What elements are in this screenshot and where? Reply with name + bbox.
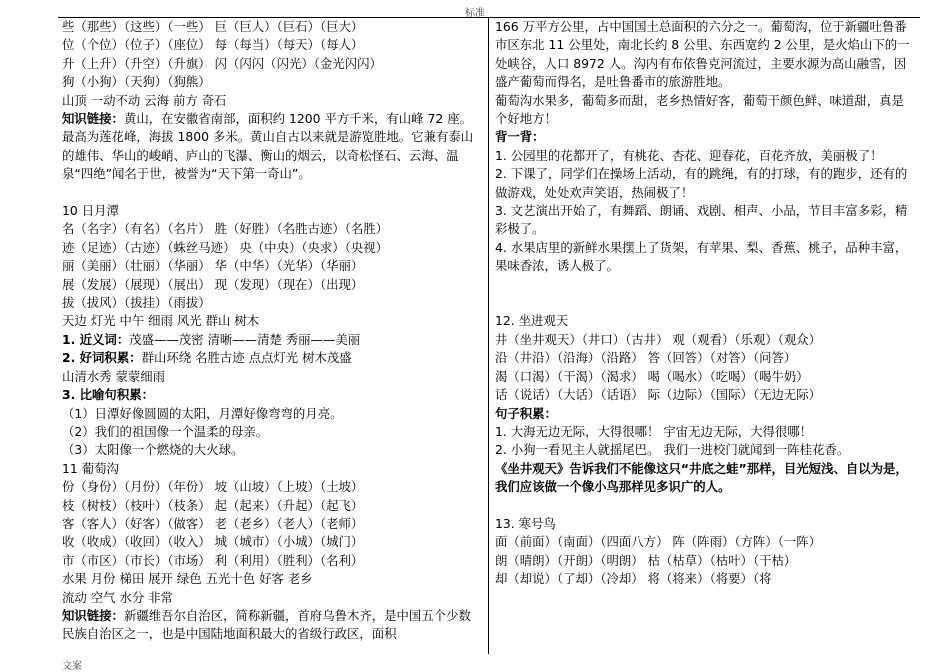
line-text: 份（身份）（月份）（年份） 坡（山坡）（上坡）（土坡） (62, 479, 364, 495)
bold-label: 知识链接： (62, 607, 124, 623)
line-text: 1. 大海无边无际，大得很哪！ 宇宙无边无际，大得很哪！ (495, 423, 813, 439)
text-line (62, 202, 480, 220)
line-text: 水果 月份 梯田 展开 绿色 五光十色 好客 老乡 (62, 571, 313, 587)
text-line (62, 405, 480, 423)
text-line (495, 515, 915, 533)
text-line (62, 36, 480, 54)
text-line (62, 110, 480, 184)
line-text: 狗（小狗）（天狗）（狗熊） (62, 74, 211, 90)
line-text: 新疆维吾尔自治区，简称新疆，首府乌鲁木齐，是中国五个少数民族自治区之一，也是中国陆地面积最大的省级行政区，面积 (62, 607, 471, 642)
text-line (495, 405, 915, 423)
line-text: 却（却说）（了却）（冷却） 将（将来）（将要）（将 (495, 571, 772, 587)
text-line (62, 478, 480, 496)
bold-label: 知识链接： (62, 111, 124, 127)
line-text: 茂盛——茂密 清晰——清楚 秀丽——美丽 (129, 331, 361, 347)
line-text: 收（收成）（收回）（收入） 城（城市）（小城）（城门） (62, 534, 364, 550)
text-line (495, 386, 915, 404)
text-line (495, 128, 915, 146)
text-line (495, 533, 915, 551)
text-line (62, 331, 480, 349)
text-line (495, 570, 915, 588)
blank-line (62, 184, 480, 202)
line-text: 丽（美丽）（壮丽）（华丽） 华（中华）（光华）（华丽） (62, 258, 364, 274)
blank-line (495, 276, 915, 294)
column-divider (488, 18, 489, 654)
line-text: 11 葡萄沟 (62, 460, 119, 476)
line-text: 4. 水果店里的新鲜水果摆上了货架，有苹果、梨、香蕉、桃子，品种丰富，果味香浓，诱人极了。 (495, 239, 908, 274)
line-text: 朗（晴朗）（开朗）（明朗） 枯（枯草）（枯叶）（干枯） (495, 552, 797, 568)
text-line (495, 202, 915, 239)
line-text: 2. 小狗一看见主人就摇尾巴。 我们一进校门就闻到一阵桂花香。 (495, 442, 850, 458)
line-text: 山清水秀 蒙蒙细雨 (62, 368, 166, 384)
text-line (62, 257, 480, 275)
text-line (62, 239, 480, 257)
text-line (62, 589, 480, 607)
text-line (495, 165, 915, 202)
text-line (62, 55, 480, 73)
line-text: （3）太阳像一个燃烧的大火球。 (62, 442, 244, 458)
line-text: 井（坐井观天）（井口）（古井） 观（观看）（乐观）（观众） (495, 331, 822, 347)
text-line (62, 441, 480, 459)
text-line (62, 570, 480, 588)
line-text: 枝（树枝）（枝叶）（枝条） 起（起来）（升起）（起飞） (62, 497, 364, 513)
line-text: 沿（井沿）（沿海）（沿路） 答（回答）（对答）（问答） (495, 350, 797, 366)
line-text: 13. 寒号鸟 (495, 515, 556, 531)
line-text: 10 日月潭 (62, 203, 119, 219)
left-column (62, 18, 480, 644)
text-line (62, 386, 480, 404)
text-line (495, 460, 915, 497)
text-line (495, 18, 915, 92)
bold-label: 句子积累： (495, 405, 557, 421)
right-column (495, 18, 915, 589)
line-text: 群山环绕 名胜古迹 点点灯光 树木茂盛 (141, 350, 352, 366)
bold-label: 2. 好词积累： (62, 350, 142, 366)
text-line (495, 147, 915, 165)
line-text: （1）日潭好像圆圆的太阳，月潭好像弯弯的月亮。 (62, 405, 343, 421)
line-text: 市（市区）（市长）（市场） 利（利用）（胜利）（名利） (62, 552, 364, 568)
bold-label: 3. 比喻句积累： (62, 387, 154, 403)
bold-label: 背一背： (495, 129, 545, 145)
page-footer: 文案 (62, 661, 82, 672)
line-text: 葡萄沟水果多，葡萄多而甜，老乡热情好客，葡萄干颜色鲜、味道甜，真是个好地方！ (495, 92, 904, 127)
text-line (62, 220, 480, 238)
line-text: 迹（足迹）（古迹）（蛛丝马迹） 央（中央）（央求）（央视） (62, 239, 389, 255)
text-line (62, 607, 480, 644)
line-text: （2）我们的祖国像一个温柔的母亲。 (62, 423, 269, 439)
line-text: 山顶 一动不动 云海 前方 奇石 (62, 92, 227, 108)
blank-line (495, 294, 915, 312)
line-text: 名（名字）（有名）（名片） 胜（好胜）（名胜古迹）（名胜） (62, 221, 389, 237)
line-text: 面（前面）（南面）（四面八方） 阵（阵雨）（方阵）（一阵） (495, 534, 822, 550)
line-text: 天边 灯光 中午 细雨 风光 群山 树木 (62, 313, 260, 329)
text-line (495, 368, 915, 386)
line-text: 黄山，在安徽省南部，面积约 1200 平方千米，有山峰 72 座。最高为莲花峰，海拔 1800 多米。黄山自古以来就是游览胜地。它兼有泰山的雄伟、华山的峻峭、庐山的飞瀑、衡山的烟云，以奇松怪石、云海、温泉“四绝”闻名于世，被誉为“天下第一奇山”。 (62, 111, 474, 182)
line-text: 展（发展）（展现）（展出） 现（发现）（现在）（出现） (62, 276, 364, 292)
text-line (62, 497, 480, 515)
line-text: 流动 空气 水分 非常 (62, 589, 173, 605)
line-text: 12. 坐进观天 (495, 313, 569, 329)
text-line (495, 92, 915, 129)
line-text: 些（那些）（这些）（一些） 巨（巨人）（巨石）（巨大） (62, 19, 364, 34)
line-text: 2. 下课了，同学们在操场上活动，有的跳绳，有的打球，有的跑步，还有的做游戏，处处欢声笑语，热闹极了！ (495, 166, 908, 200)
text-line (62, 312, 480, 330)
text-line (495, 331, 915, 349)
text-line (62, 349, 480, 367)
text-line (495, 239, 915, 276)
line-text: 渴（口渴）（干渴）（渴求） 喝（喝水）（吃喝）（喝牛奶） (495, 368, 809, 384)
text-line (62, 92, 480, 110)
line-text: 3. 文艺演出开始了，有舞蹈、朗诵、戏剧、相声、小品，节目丰富多彩，精彩极了。 (495, 203, 908, 237)
page-header: 标准 (465, 8, 485, 19)
text-line (62, 294, 480, 312)
blank-line (495, 497, 915, 515)
bold-label: 《坐井观天》告诉我们不能像这只“井底之蛙”那样，目光短浅、自以为是，我们应该做一个像小鸟那样见多识广的人。 (495, 460, 908, 495)
line-text: 1. 公园里的花都开了，有桃花、杏花、迎春花，百花齐放，美丽极了！ (495, 147, 883, 163)
text-line (495, 349, 915, 367)
line-text: 客（客人）（好客）（做客） 老（老乡）（老人）（老师） (62, 515, 364, 531)
text-line (62, 18, 480, 36)
text-line (495, 423, 915, 441)
text-line (62, 552, 480, 570)
text-line (62, 368, 480, 386)
text-line (62, 423, 480, 441)
text-line (62, 515, 480, 533)
text-line (62, 73, 480, 91)
bold-label: 1. 近义词： (62, 331, 130, 347)
text-line (62, 460, 480, 478)
line-text: 话（说话）（大话）（话语） 际（边际）（国际）（无边无际） (495, 387, 822, 403)
line-text: 拔（拔风）（拔挂）（雨拔） (62, 295, 211, 311)
text-line (495, 441, 915, 459)
text-line (62, 276, 480, 294)
text-line (495, 552, 915, 570)
text-line (495, 312, 915, 330)
line-text: 位（个位）（位子）（座位） 每（每当）（每天）（每人） (62, 37, 364, 53)
line-text: 166 万平方公里，占中国国土总面积的六分之一。葡萄沟，位于新疆吐鲁番市区东北 11 公里处，南北长约 8 公里、东西宽约 2 公里，是火焰山下的一处峡谷，人口 8972 人。沟内有布依鲁克河流过，主要水源为高山融雪，因盛产葡萄而得名，是吐鲁番市的旅游胜地。 (495, 19, 910, 90)
text-line (62, 533, 480, 551)
line-text: 升（上升）（升空）（升旗） 闪（闪闪（闪光）（金光闪闪） (62, 55, 382, 71)
